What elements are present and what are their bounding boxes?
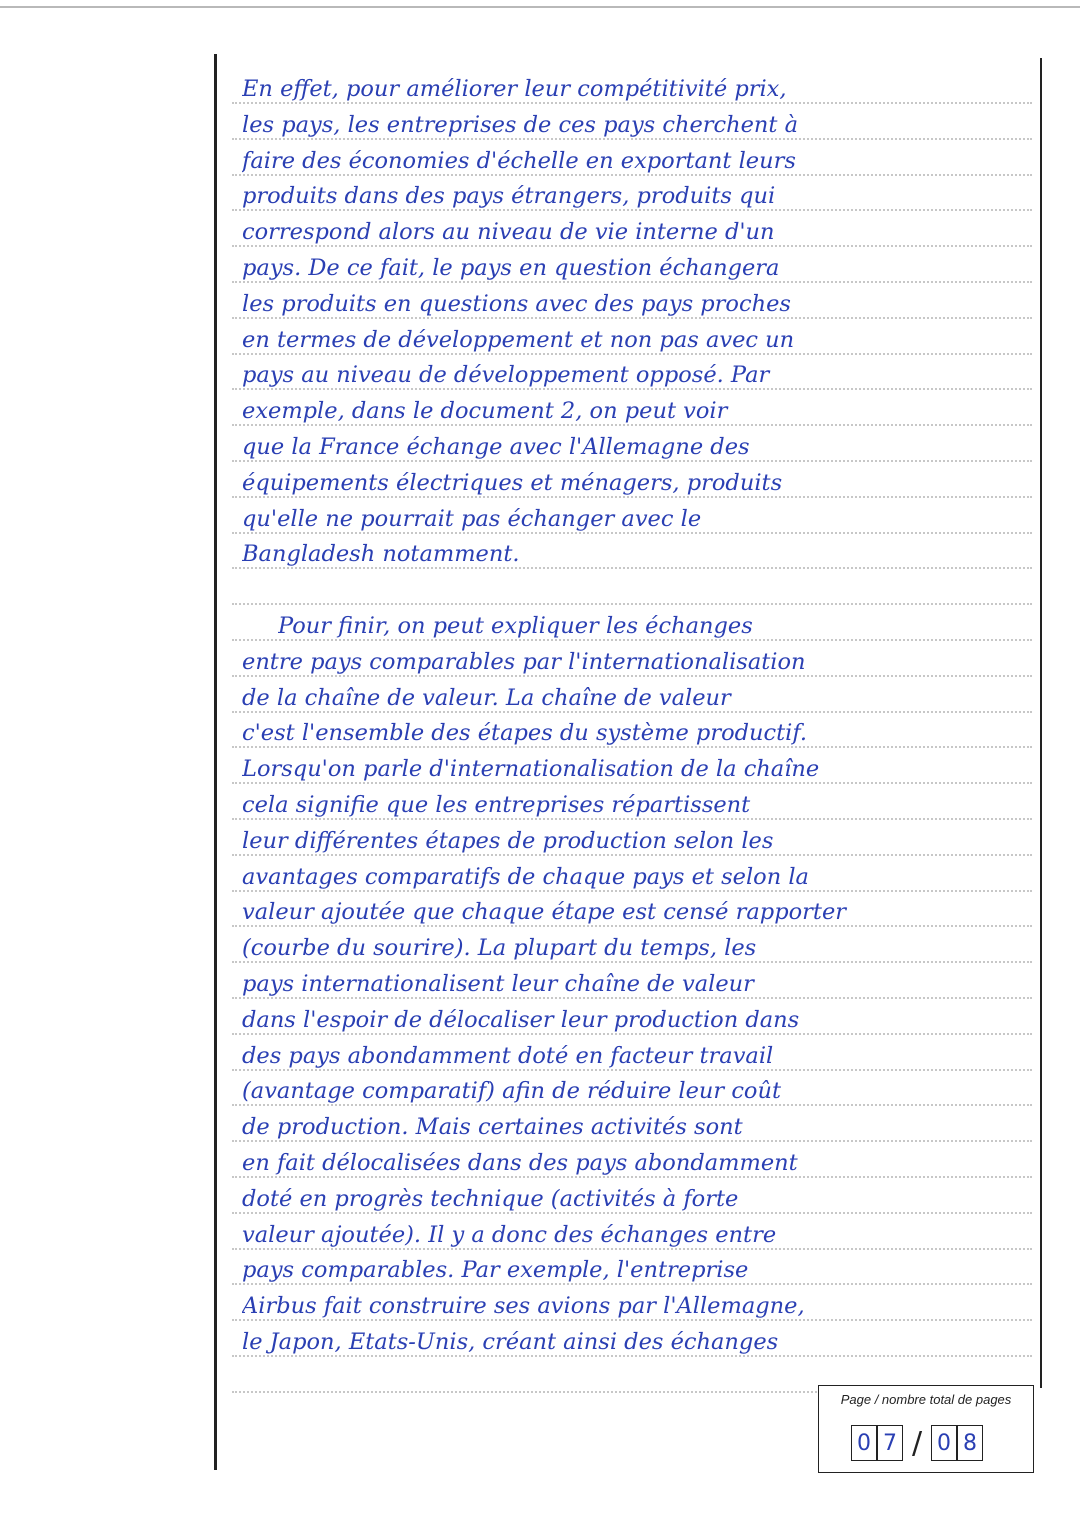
total-pages-digit-1: 0 xyxy=(931,1425,957,1461)
right-margin-line xyxy=(1040,58,1042,1388)
handwritten-line: avantages comparatifs de chaque pays et selon la xyxy=(242,863,809,890)
handwritten-line: (courbe du sourire). La plupart du temps, les xyxy=(242,935,757,962)
handwritten-line: pays internationalisent leur chaîne de valeur xyxy=(242,971,754,997)
page-counter-digits xyxy=(851,1424,983,1462)
top-rule xyxy=(0,6,1080,8)
handwritten-line: en fait délocalisées dans des pays abondamment xyxy=(242,1150,798,1176)
handwritten-line: exemple, dans le document 2, on peut voir xyxy=(242,398,728,425)
page-separator: / xyxy=(911,1425,923,1461)
handwritten-line: valeur ajoutée que chaque étape est censé rapporter xyxy=(242,899,847,926)
handwritten-line: les pays, les entreprises de ces pays cherchent à xyxy=(242,111,799,138)
handwritten-line: entre pays comparables par l'internationalisation xyxy=(242,648,806,675)
handwritten-line: Lorsqu'on parle d'internationalisation de la chaîne xyxy=(242,756,820,783)
handwritten-line: pays au niveau de développement opposé. Par xyxy=(242,362,770,389)
handwritten-line: produits dans des pays étrangers, produits qui xyxy=(242,183,776,210)
handwritten-line: (avantage comparatif) afin de réduire leur coût xyxy=(242,1078,782,1105)
handwritten-line: dans l'espoir de délocaliser leur production dans xyxy=(242,1006,800,1033)
handwritten-line: Airbus fait construire ses avions par l'Allemagne, xyxy=(242,1293,805,1320)
page-counter-box xyxy=(818,1385,1034,1473)
handwritten-line: pays comparables. Par exemple, l'entreprise xyxy=(242,1257,749,1284)
handwritten-line: cela signifie que les entreprises répartissent xyxy=(242,792,751,818)
handwritten-line: En effet, pour améliorer leur compétitivité prix, xyxy=(242,76,787,102)
handwritten-line: c'est l'ensemble des étapes du système productif. xyxy=(242,720,808,747)
total-pages-digit-2: 8 xyxy=(957,1425,983,1461)
handwritten-line: leur différentes étapes de production selon les xyxy=(242,827,774,854)
handwritten-line: le Japon, Etats-Unis, créant ainsi des échanges xyxy=(242,1329,779,1355)
handwritten-line: pays. De ce fait, le pays en question échangera xyxy=(242,255,780,281)
current-page-digit-1: 0 xyxy=(851,1425,877,1461)
ruled-writing-area xyxy=(232,70,1040,1370)
current-page-digit-2: 7 xyxy=(877,1425,903,1461)
left-margin-line xyxy=(214,54,217,1470)
ruled-line xyxy=(232,603,1032,605)
handwritten-line: Pour finir, on peut expliquer les échanges xyxy=(278,613,753,639)
handwritten-line: de la chaîne de valeur. La chaîne de valeur xyxy=(242,684,731,711)
handwritten-line: que la France échange avec l'Allemagne des xyxy=(242,434,750,460)
handwritten-line: en termes de développement et non pas avec un xyxy=(242,326,795,353)
handwritten-line: correspond alors au niveau de vie interne d'un xyxy=(242,219,775,246)
handwritten-line: qu'elle ne pourrait pas échanger avec le xyxy=(242,505,702,532)
page-counter-label: Page / nombre total de pages xyxy=(840,1392,1012,1407)
handwritten-line: équipements électriques et ménagers, produits xyxy=(242,469,783,496)
handwritten-line: faire des économies d'échelle en exportant leurs xyxy=(242,147,796,174)
handwritten-line: de production. Mais certaines activités sont xyxy=(242,1114,743,1141)
handwritten-line: valeur ajoutée). Il y a donc des échanges entre xyxy=(242,1221,777,1248)
handwritten-line: les produits en questions avec des pays proches xyxy=(242,290,791,317)
handwritten-line: des pays abondamment doté en facteur travail xyxy=(242,1042,774,1069)
handwritten-line: doté en progrès technique (activités à forte xyxy=(242,1185,739,1212)
handwritten-line: Bangladesh notamment. xyxy=(242,541,520,568)
